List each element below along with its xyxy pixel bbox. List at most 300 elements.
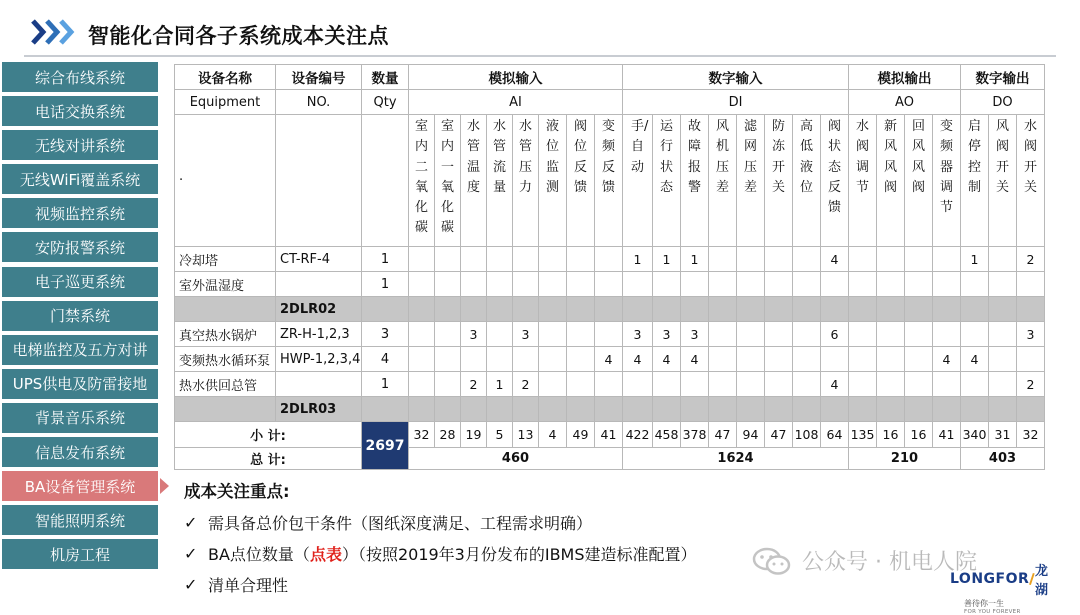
point-count xyxy=(409,372,435,397)
table-cell xyxy=(513,297,539,322)
point-count xyxy=(765,372,793,397)
table-cell xyxy=(821,297,849,322)
table-cell xyxy=(539,397,567,422)
equipment-no: ZR-H-1,2,3 xyxy=(276,322,362,347)
subtotal-value: 340 xyxy=(961,422,989,448)
active-pointer-icon xyxy=(160,478,169,494)
equipment-qty: 4 xyxy=(362,347,409,372)
watermark xyxy=(752,545,977,576)
point-count xyxy=(737,322,765,347)
equipment-qty: 1 xyxy=(362,272,409,297)
header-ao: 模拟输出 xyxy=(849,65,961,90)
point-count xyxy=(877,347,905,372)
subtotal-value: 5 xyxy=(487,422,513,448)
table-cell xyxy=(461,297,487,322)
table-row xyxy=(175,347,1045,372)
point-header-text: 故障报警 xyxy=(688,119,702,195)
point-header-text: 水管流量 xyxy=(493,119,507,195)
point-header xyxy=(905,115,933,247)
point-header xyxy=(989,115,1017,247)
point-count: 1 xyxy=(653,247,681,272)
note-item-1 xyxy=(184,511,697,534)
point-count xyxy=(821,347,849,372)
table-cell xyxy=(567,397,595,422)
point-header xyxy=(681,115,709,247)
table-cell xyxy=(276,115,362,247)
point-header xyxy=(709,115,737,247)
subtotal-value: 32 xyxy=(1017,422,1045,448)
point-count: 3 xyxy=(653,322,681,347)
equipment-name: 室外温湿度 xyxy=(175,272,276,297)
table-row xyxy=(175,247,1045,272)
table-cell xyxy=(989,397,1017,422)
point-count xyxy=(539,272,567,297)
subtotal-qty: 2697 xyxy=(362,422,409,470)
table-cell xyxy=(793,297,821,322)
subtotal-value: 13 xyxy=(513,422,539,448)
table-cell xyxy=(737,297,765,322)
notes-title: 成本关注重点: xyxy=(184,482,290,501)
table-cell xyxy=(737,397,765,422)
header-equipment-no: 设备编号 xyxy=(276,65,362,90)
point-count xyxy=(409,272,435,297)
point-count xyxy=(849,372,877,397)
section-row xyxy=(175,297,1045,322)
table-cell xyxy=(362,297,409,322)
subtotal-value: 4 xyxy=(539,422,567,448)
point-header-text: 室内一氧化碳 xyxy=(441,119,455,236)
point-count xyxy=(961,272,989,297)
point-count: 2 xyxy=(1017,247,1045,272)
point-count xyxy=(567,372,595,397)
subtotal-value: 16 xyxy=(905,422,933,448)
subtotal-value: 422 xyxy=(623,422,653,448)
point-header-text: 手/自动 xyxy=(631,119,649,175)
point-count xyxy=(435,322,461,347)
point-count xyxy=(595,272,623,297)
table-cell xyxy=(487,297,513,322)
point-count xyxy=(905,272,933,297)
point-count xyxy=(793,247,821,272)
point-header-text: 新风风阀 xyxy=(884,119,898,195)
table-cell xyxy=(653,397,681,422)
table-cell xyxy=(849,397,877,422)
point-header xyxy=(513,115,539,247)
title-divider xyxy=(24,55,1056,57)
sidebar-item-9[interactable]: UPS供电及防雷接地 xyxy=(2,369,158,399)
table-cell xyxy=(933,297,961,322)
sidebar-item-5[interactable]: 安防报警系统 xyxy=(2,232,158,262)
sidebar-item-6[interactable]: 电子巡更系统 xyxy=(2,267,158,297)
point-count: 3 xyxy=(681,322,709,347)
sidebar-item-2[interactable]: 无线对讲系统 xyxy=(2,130,158,160)
sidebar-item-10[interactable]: 背景音乐系统 xyxy=(2,403,158,433)
point-count: 4 xyxy=(933,347,961,372)
point-count xyxy=(567,322,595,347)
header-di: 数字输入 xyxy=(623,65,849,90)
subtotal-value: 41 xyxy=(595,422,623,448)
point-header xyxy=(435,115,461,247)
point-count xyxy=(849,347,877,372)
sidebar-item-13[interactable]: 智能照明系统 xyxy=(2,505,158,535)
point-count xyxy=(709,272,737,297)
point-header-text: 启停控制 xyxy=(968,119,982,195)
subtotal-value: 47 xyxy=(709,422,737,448)
point-header xyxy=(737,115,765,247)
point-header-text: 运行状态 xyxy=(660,119,674,195)
point-count: 1 xyxy=(681,247,709,272)
point-count xyxy=(793,272,821,297)
point-header xyxy=(653,115,681,247)
point-count: 4 xyxy=(821,372,849,397)
point-header-text: 风机压差 xyxy=(716,119,730,195)
total-row xyxy=(175,448,1045,470)
header-row-points xyxy=(175,115,1045,247)
point-count xyxy=(989,372,1017,397)
point-count xyxy=(989,272,1017,297)
note-highlight: 点表 xyxy=(309,545,342,564)
point-header-text: 室内二氧化碳 xyxy=(415,119,429,236)
point-header xyxy=(821,115,849,247)
ba-points-table xyxy=(174,64,1045,470)
point-count: 3 xyxy=(513,322,539,347)
table-cell xyxy=(435,297,461,322)
table-cell xyxy=(409,397,435,422)
equipment-name: 真空热水锅炉 xyxy=(175,322,276,347)
point-count xyxy=(409,247,435,272)
table-cell xyxy=(623,397,653,422)
point-header-text: 液位监测 xyxy=(546,119,560,195)
sidebar-item-0[interactable]: 综合布线系统 xyxy=(2,62,158,92)
point-count xyxy=(539,372,567,397)
point-count xyxy=(933,272,961,297)
equipment-no: CT-RF-4 xyxy=(276,247,362,272)
point-header xyxy=(933,115,961,247)
point-count xyxy=(513,272,539,297)
point-count xyxy=(989,322,1017,347)
subtotal-value: 16 xyxy=(877,422,905,448)
sidebar-item-4[interactable]: 视频监控系统 xyxy=(2,198,158,228)
point-count: 1 xyxy=(487,372,513,397)
point-count xyxy=(877,272,905,297)
equipment-no: HWP-1,2,3,4 xyxy=(276,347,362,372)
point-count: 4 xyxy=(961,347,989,372)
point-count xyxy=(737,372,765,397)
table-cell xyxy=(175,397,276,422)
point-count xyxy=(793,322,821,347)
table-cell xyxy=(513,397,539,422)
watermark-text: 公众号 · 机电人院 xyxy=(802,550,977,575)
table-cell xyxy=(877,297,905,322)
point-count xyxy=(877,372,905,397)
point-count xyxy=(989,347,1017,372)
header-equipment-en: Equipment xyxy=(175,90,276,115)
point-header xyxy=(849,115,877,247)
subtotal-value: 49 xyxy=(567,422,595,448)
total-label: 总 计: xyxy=(175,448,362,470)
point-count xyxy=(1017,347,1045,372)
equipment-name: 热水供回总管 xyxy=(175,372,276,397)
point-header-text: 水管温度 xyxy=(467,119,481,195)
subtotal-value: 108 xyxy=(793,422,821,448)
header-qty: 数量 xyxy=(362,65,409,90)
note-text: 清单合理性 xyxy=(208,576,289,595)
sidebar-item-11[interactable]: 信息发布系统 xyxy=(2,437,158,467)
wechat-icon xyxy=(752,547,792,575)
point-header xyxy=(539,115,567,247)
subtotal-value: 19 xyxy=(461,422,487,448)
point-count xyxy=(933,322,961,347)
table-cell xyxy=(435,397,461,422)
point-count xyxy=(905,322,933,347)
equipment-qty: 1 xyxy=(362,372,409,397)
sidebar-item-3[interactable]: 无线WiFi覆盖系统 xyxy=(2,164,158,194)
point-count xyxy=(905,372,933,397)
longfor-logo xyxy=(950,560,1060,615)
subtotal-value: 47 xyxy=(765,422,793,448)
chevron-right-icon xyxy=(30,18,78,46)
note-item-2 xyxy=(184,542,697,565)
table-cell xyxy=(765,397,793,422)
point-header-text: 高低液位 xyxy=(800,119,814,195)
equipment-qty: 3 xyxy=(362,322,409,347)
table-row xyxy=(175,322,1045,347)
header-dot: · xyxy=(175,115,276,247)
table-cell xyxy=(1017,397,1045,422)
point-header xyxy=(877,115,905,247)
table-cell xyxy=(961,397,989,422)
sidebar xyxy=(2,62,158,573)
point-header-text: 水管压力 xyxy=(519,119,533,195)
point-count xyxy=(709,322,737,347)
total-ai: 460 xyxy=(409,448,623,470)
point-count xyxy=(623,372,653,397)
table-cell xyxy=(362,115,409,247)
subtotal-value: 378 xyxy=(681,422,709,448)
point-header xyxy=(461,115,487,247)
point-count xyxy=(681,372,709,397)
total-ao: 210 xyxy=(849,448,961,470)
point-count: 6 xyxy=(821,322,849,347)
point-count xyxy=(567,347,595,372)
note-text: 需具备总价包干条件（图纸深度满足、工程需求明确） xyxy=(208,514,593,533)
header-equipment-name: 设备名称 xyxy=(175,65,276,90)
point-count xyxy=(961,372,989,397)
point-count: 3 xyxy=(1017,322,1045,347)
subtotal-row xyxy=(175,422,1045,448)
point-count xyxy=(409,347,435,372)
point-header-text: 风阀开关 xyxy=(996,119,1010,195)
point-count xyxy=(487,272,513,297)
point-count xyxy=(849,322,877,347)
point-count xyxy=(653,372,681,397)
table-cell xyxy=(595,397,623,422)
table-cell xyxy=(765,297,793,322)
point-count xyxy=(905,347,933,372)
point-count xyxy=(877,247,905,272)
header-ai-en: AI xyxy=(409,90,623,115)
point-count: 4 xyxy=(595,347,623,372)
sidebar-item-8[interactable]: 电梯监控及五方对讲 xyxy=(2,335,158,365)
header-di-en: DI xyxy=(623,90,849,115)
point-count: 4 xyxy=(821,247,849,272)
point-count xyxy=(709,247,737,272)
table-cell xyxy=(487,397,513,422)
point-count xyxy=(435,372,461,397)
table-cell xyxy=(681,297,709,322)
subtotal-value: 458 xyxy=(653,422,681,448)
header-no-en: NO. xyxy=(276,90,362,115)
note-item-3 xyxy=(184,573,697,596)
header-row-en xyxy=(175,90,1045,115)
point-count xyxy=(961,322,989,347)
sidebar-item-12[interactable]: BA设备管理系统 xyxy=(2,471,158,501)
table-cell xyxy=(623,297,653,322)
point-count xyxy=(849,247,877,272)
point-count xyxy=(765,247,793,272)
point-count xyxy=(765,322,793,347)
table-cell xyxy=(933,397,961,422)
point-header xyxy=(595,115,623,247)
point-count xyxy=(821,272,849,297)
point-count xyxy=(933,247,961,272)
point-count xyxy=(595,322,623,347)
header-qty-en: Qty xyxy=(362,90,409,115)
subtotal-value: 28 xyxy=(435,422,461,448)
point-header xyxy=(487,115,513,247)
point-count xyxy=(737,247,765,272)
subtotal-value: 64 xyxy=(821,422,849,448)
point-count xyxy=(487,322,513,347)
point-count xyxy=(513,347,539,372)
point-count: 4 xyxy=(623,347,653,372)
point-header xyxy=(961,115,989,247)
point-count xyxy=(709,372,737,397)
point-header-text: 水阀调节 xyxy=(856,119,870,195)
slide-header xyxy=(0,0,1080,56)
sidebar-item-7[interactable]: 门禁系统 xyxy=(2,301,158,331)
table-cell xyxy=(821,397,849,422)
point-count xyxy=(653,272,681,297)
note-text-post: ）（按照2019年3月份发布的IBMS建造标准配置） xyxy=(341,545,697,564)
logo-en: LONGFOR xyxy=(950,571,1030,587)
table-row xyxy=(175,372,1045,397)
ba-points-table-container xyxy=(174,64,1045,470)
subtotal-value: 135 xyxy=(849,422,877,448)
check-icon: ✓ xyxy=(184,544,198,563)
subtotal-value: 41 xyxy=(933,422,961,448)
section-row xyxy=(175,397,1045,422)
sidebar-item-1[interactable]: 电话交换系统 xyxy=(2,96,158,126)
point-count xyxy=(487,347,513,372)
header-do-en: DO xyxy=(961,90,1045,115)
table-cell xyxy=(653,297,681,322)
point-count xyxy=(623,272,653,297)
equipment-no xyxy=(276,272,362,297)
point-count xyxy=(849,272,877,297)
point-count xyxy=(461,347,487,372)
subtotal-label: 小 计: xyxy=(175,422,362,448)
point-header xyxy=(1017,115,1045,247)
point-count xyxy=(409,322,435,347)
cost-notes xyxy=(184,478,697,604)
table-cell xyxy=(709,297,737,322)
point-header xyxy=(567,115,595,247)
table-cell xyxy=(681,397,709,422)
logo-slogan-en: FOR YOU FOREVER xyxy=(964,609,1021,615)
point-count xyxy=(765,272,793,297)
point-count xyxy=(461,272,487,297)
sidebar-item-14[interactable]: 机房工程 xyxy=(2,539,158,569)
point-count xyxy=(513,247,539,272)
point-count xyxy=(793,347,821,372)
point-header-text: 滤网压差 xyxy=(744,119,758,195)
table-cell xyxy=(877,397,905,422)
point-count xyxy=(905,247,933,272)
check-icon: ✓ xyxy=(184,513,198,532)
header-ai: 模拟输入 xyxy=(409,65,623,90)
point-header-text: 阀状态反馈 xyxy=(828,119,842,216)
equipment-qty: 1 xyxy=(362,247,409,272)
point-header-text: 变频反馈 xyxy=(602,119,616,195)
table-cell xyxy=(709,397,737,422)
table-cell xyxy=(793,397,821,422)
note-text-pre: BA点位数量（ xyxy=(208,545,310,564)
point-count: 2 xyxy=(513,372,539,397)
point-count: 3 xyxy=(461,322,487,347)
point-count xyxy=(737,347,765,372)
logo-cn: 龙湖 xyxy=(1035,564,1049,598)
logo-slogan: 善待你一生 xyxy=(964,599,1004,608)
point-count: 4 xyxy=(681,347,709,372)
point-header xyxy=(623,115,653,247)
point-count: 3 xyxy=(623,322,653,347)
point-count xyxy=(737,272,765,297)
point-count xyxy=(765,347,793,372)
point-count xyxy=(461,247,487,272)
point-count xyxy=(877,322,905,347)
point-count xyxy=(595,247,623,272)
point-header-text: 阀位反馈 xyxy=(574,119,588,195)
point-count xyxy=(539,322,567,347)
point-count xyxy=(933,372,961,397)
point-count xyxy=(709,347,737,372)
header-ao-en: AO xyxy=(849,90,961,115)
point-count xyxy=(539,347,567,372)
point-header-text: 回风风阀 xyxy=(912,119,926,195)
table-cell xyxy=(989,297,1017,322)
table-cell xyxy=(1017,297,1045,322)
point-count xyxy=(793,372,821,397)
point-count xyxy=(435,272,461,297)
table-cell xyxy=(849,297,877,322)
section-code: 2DLR03 xyxy=(276,397,362,422)
table-cell xyxy=(461,397,487,422)
table-cell xyxy=(905,297,933,322)
point-count: 2 xyxy=(1017,372,1045,397)
table-cell xyxy=(595,297,623,322)
point-count: 1 xyxy=(623,247,653,272)
total-di: 1624 xyxy=(623,448,849,470)
table-row xyxy=(175,272,1045,297)
point-count xyxy=(681,272,709,297)
point-count xyxy=(567,247,595,272)
table-cell xyxy=(409,297,435,322)
page-title: 智能化合同各子系统成本关注点 xyxy=(88,24,389,48)
point-count xyxy=(539,247,567,272)
table-cell xyxy=(567,297,595,322)
table-cell xyxy=(961,297,989,322)
